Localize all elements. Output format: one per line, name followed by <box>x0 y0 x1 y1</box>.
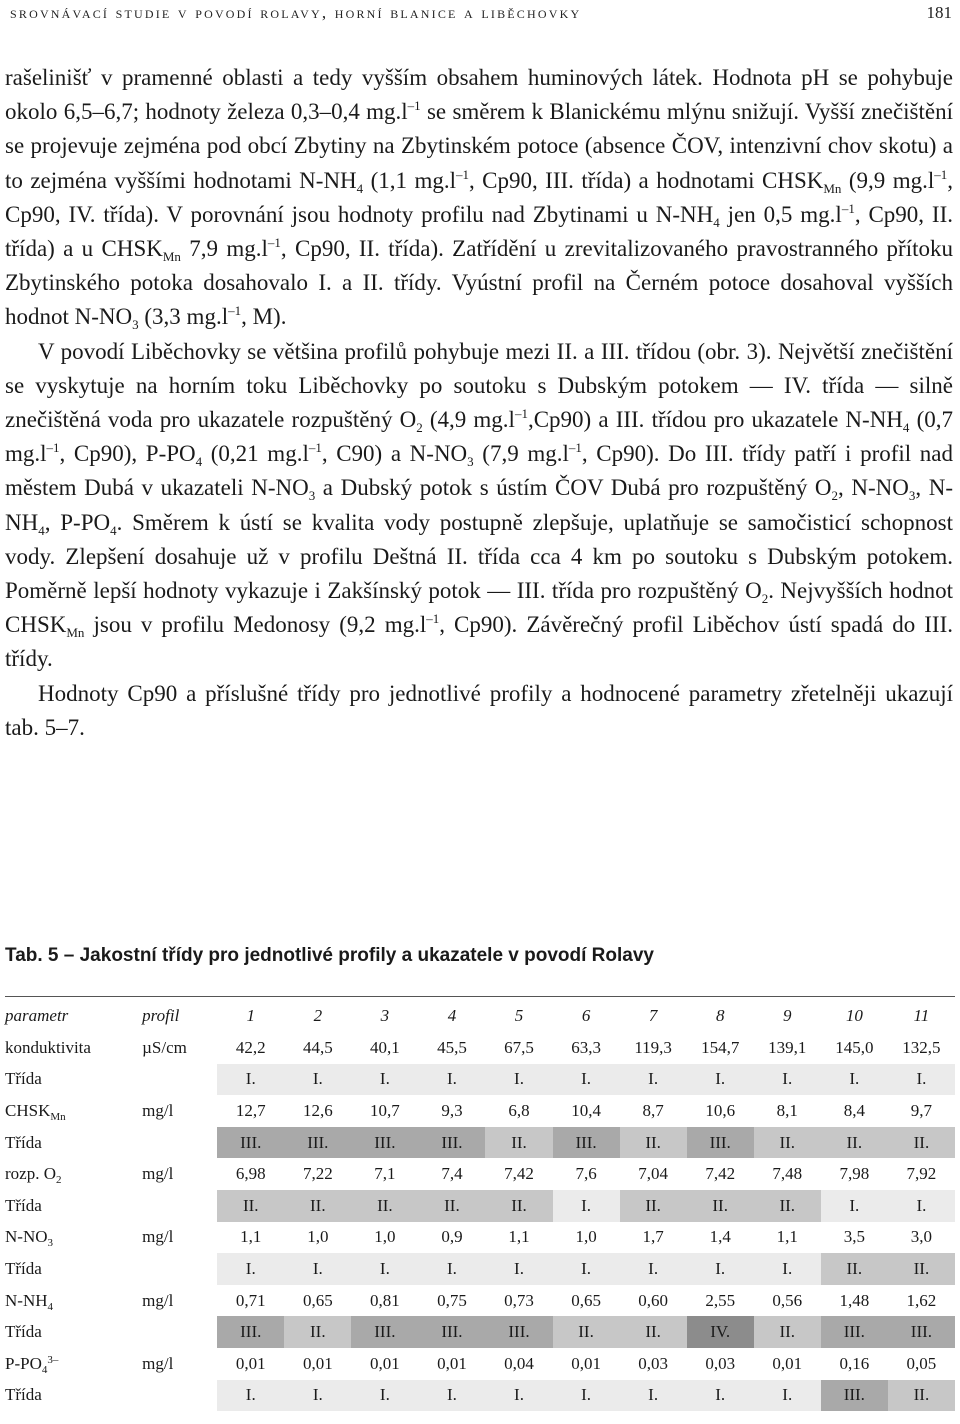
subscript: Mn <box>66 625 85 641</box>
class-cell: I. <box>553 1380 620 1412</box>
class-cell: II. <box>754 1127 821 1159</box>
param-label: N-NO <box>5 1227 48 1247</box>
header-profil: profil <box>142 1005 180 1025</box>
text-run: , Cp90, III. třída) a hodnotami CHSK <box>468 167 824 193</box>
value-cell: 7,98 <box>839 1164 870 1184</box>
class-cell: II. <box>821 1253 888 1285</box>
superscript: –1 <box>267 235 281 251</box>
class-cell: II. <box>217 1190 284 1222</box>
value-cell: 0,03 <box>638 1353 668 1373</box>
text-run: (3,3 mg.l <box>138 304 229 330</box>
subscript: 2 <box>831 488 839 504</box>
value-cell: 1,62 <box>906 1290 937 1310</box>
class-cell: III. <box>821 1316 888 1348</box>
value-cell: 0,01 <box>370 1353 400 1373</box>
value-cell: 0,01 <box>437 1353 467 1373</box>
value-cell: 1,1 <box>508 1227 530 1247</box>
value-cell: 12,6 <box>302 1100 333 1120</box>
value-cell: 67,5 <box>504 1037 534 1057</box>
class-cell: III. <box>553 1127 620 1159</box>
running-header <box>10 3 952 27</box>
param-subscript: Mn <box>50 1110 66 1123</box>
unit: mg/l <box>142 1290 174 1310</box>
table-row <box>5 1348 955 1380</box>
table-caption: Tab. 5 – Jakostní třídy pro jednotlivé profily a ukazatele v povodí Rolavy <box>5 945 654 966</box>
superscript: –1 <box>407 98 421 114</box>
class-cell: I. <box>418 1253 485 1285</box>
value-cell: 42,2 <box>235 1037 266 1057</box>
class-cell: II. <box>888 1380 955 1412</box>
class-cell: II. <box>485 1190 552 1222</box>
text-run: (9,9 mg.l <box>841 167 935 193</box>
value-cell: 0,01 <box>302 1353 333 1373</box>
value-cell: 0,65 <box>302 1290 333 1310</box>
param-name <box>5 1032 142 1064</box>
running-title: srovnávací studie v povodí rolavy, horní blanice a liběchovky <box>10 3 582 22</box>
text-run: 7,9 mg.l <box>180 236 268 262</box>
value-cell: 1,0 <box>575 1227 597 1247</box>
text-run: , N-NH <box>5 475 953 535</box>
header-col: 7 <box>648 1005 658 1025</box>
value-cell: 40,1 <box>370 1037 400 1057</box>
value-cell: 7,22 <box>302 1164 333 1184</box>
class-cell: II. <box>620 1127 687 1159</box>
text-run: , P-PO <box>44 509 111 535</box>
subscript: 4 <box>902 420 910 436</box>
class-cell: III. <box>687 1127 754 1159</box>
class-cell: III. <box>217 1316 284 1348</box>
class-cell: III. <box>217 1127 284 1159</box>
class-row <box>5 1190 955 1222</box>
class-row <box>5 1380 955 1412</box>
value-cell: 8,4 <box>843 1100 865 1120</box>
value-cell: 7,6 <box>575 1164 597 1184</box>
unit: mg/l <box>142 1100 174 1120</box>
superscript: –1 <box>455 166 469 182</box>
value-cell: 7,42 <box>504 1164 534 1184</box>
class-cell: III. <box>284 1127 351 1159</box>
header-parametr: parametr <box>5 1005 69 1025</box>
subscript: 3 <box>467 454 474 470</box>
class-unit-empty <box>142 1127 217 1159</box>
class-row <box>5 1064 955 1096</box>
value-cell: 3,0 <box>910 1227 933 1247</box>
text-run: . Nejvyšších hodnot CHSK <box>5 578 953 638</box>
value-cell: 7,92 <box>906 1164 937 1184</box>
class-cell: II. <box>351 1190 418 1222</box>
param-superscript: 3– <box>47 1353 59 1366</box>
class-cell: I. <box>351 1253 418 1285</box>
subscript: 3 <box>132 317 139 333</box>
text-run: jen 0,5 mg.l <box>719 201 842 227</box>
table-row <box>5 1285 955 1317</box>
value-cell: 0,75 <box>437 1290 467 1310</box>
value-cell: 154,7 <box>701 1037 740 1057</box>
class-cell: I. <box>553 1064 620 1096</box>
header-col: 5 <box>514 1005 524 1025</box>
class-unit-empty <box>142 1253 217 1285</box>
class-row <box>5 1316 955 1348</box>
class-cell: I. <box>284 1380 351 1412</box>
text-run: (4,9 mg.l <box>422 407 515 433</box>
class-cell: I. <box>351 1380 418 1412</box>
class-label: Třída <box>5 1322 42 1342</box>
class-cell: II. <box>620 1190 687 1222</box>
header-col: 10 <box>845 1005 863 1025</box>
value-cell: 10,4 <box>571 1100 601 1120</box>
subscript: 3 <box>308 488 316 504</box>
value-cell: 0,03 <box>705 1353 736 1373</box>
value-cell: 0,73 <box>504 1290 534 1310</box>
value-cell: 45,5 <box>437 1037 467 1057</box>
value-cell: 119,3 <box>634 1037 672 1057</box>
class-row <box>5 1127 955 1159</box>
value-cell: 9,7 <box>910 1100 933 1120</box>
subscript: Mn <box>162 249 181 265</box>
class-cell: I. <box>485 1064 552 1096</box>
superscript: –1 <box>228 303 242 319</box>
value-cell: 0,81 <box>370 1290 400 1310</box>
superscript: –1 <box>308 440 322 456</box>
class-cell: II. <box>553 1316 620 1348</box>
class-cell: I. <box>485 1253 552 1285</box>
subscript: Mn <box>823 180 842 196</box>
class-cell: I. <box>217 1253 284 1285</box>
class-cell: I. <box>687 1380 754 1412</box>
table-row <box>5 1032 955 1064</box>
class-cell: I. <box>821 1064 888 1096</box>
header-col: 3 <box>380 1005 390 1025</box>
superscript: –1 <box>568 440 582 456</box>
param-label: konduktivita <box>5 1037 91 1057</box>
text-run: se směrem k Blanickému mlýnu snižují. Vyšší znečištění se projevuje zejména pod obcí Zbytiny na Zbytinském potoce (absence ČOV, intenzivní chov skotu) a to zejména vyššími hodnotami N-NH <box>5 99 953 193</box>
subscript: 3 <box>908 488 916 504</box>
class-unit-empty <box>142 1064 217 1096</box>
class-cell: III. <box>821 1380 888 1412</box>
value-cell: 2,55 <box>705 1290 736 1310</box>
paragraph-2 <box>5 335 953 677</box>
class-cell: I. <box>418 1064 485 1096</box>
value-cell: 0,01 <box>772 1353 803 1373</box>
subscript: 4 <box>38 522 45 538</box>
param-subscript: 3 <box>47 1237 53 1250</box>
class-cell: I. <box>284 1253 351 1285</box>
text-run: , N-NO <box>838 475 909 501</box>
table-header-row <box>5 999 955 1032</box>
unit: mg/l <box>142 1353 174 1373</box>
subscript: 2 <box>416 420 423 436</box>
text-run: (1,1 mg.l <box>363 167 456 193</box>
superscript: –1 <box>841 200 855 216</box>
value-cell: 8,7 <box>642 1100 664 1120</box>
subscript: 4 <box>713 214 720 230</box>
param-name <box>5 1158 142 1190</box>
class-unit-empty <box>142 1316 217 1348</box>
value-cell: 6,8 <box>508 1100 530 1120</box>
class-cell: I. <box>351 1064 418 1096</box>
value-cell: 7,4 <box>441 1164 463 1184</box>
class-cell: II. <box>687 1190 754 1222</box>
value-cell: 6,98 <box>235 1164 266 1184</box>
value-cell: 44,5 <box>302 1037 333 1057</box>
class-cell: I. <box>754 1064 821 1096</box>
value-cell: 0,9 <box>441 1227 463 1247</box>
value-cell: 145,0 <box>835 1037 874 1057</box>
header-col: 11 <box>913 1005 930 1025</box>
value-cell: 3,5 <box>843 1227 865 1247</box>
text-run: , M). <box>241 304 287 330</box>
value-cell: 10,6 <box>705 1100 736 1120</box>
value-cell: 7,04 <box>638 1164 668 1184</box>
class-unit-empty <box>142 1380 217 1412</box>
class-cell: II. <box>888 1127 955 1159</box>
value-cell: 1,48 <box>839 1290 870 1310</box>
class-label: Třída <box>5 1069 42 1089</box>
text-run: , Cp90, II. třída). Zatřídění u zrevitalizovaného pravostranného přítoku Zbytinského potoka dosahovalo I. a II. třídy. Vyústní profil na Černém potoce dosahoval vyšších hodnot N-NO <box>5 236 954 330</box>
value-cell: 0,65 <box>571 1290 601 1310</box>
class-cell: I. <box>687 1064 754 1096</box>
text-run: V povodí Liběchovky se většina profilů pohybuje mezi II. a III. třídou (obr. 3). Největší znečištění se vyskytuje na horním toku Liběchovky po soutoku s Dubským potokem — IV. třída — silně znečištěná voda pro ukazatele rozpuštěný O <box>5 338 953 433</box>
page-number: 181 <box>926 3 952 22</box>
class-cell: I. <box>217 1380 284 1412</box>
class-cell: I. <box>821 1190 888 1222</box>
class-label: Třída <box>5 1258 42 1278</box>
text-run: . Směrem k ústí se kvalita vody postupně zlepšuje, uplatňuje se samočisticí schopnost vody. Zlepšení dosahuje už v profilu Deštná II. třída cca 4 km po soutoku s Dubským potokem. Poměrně lepší hodnoty vykazuje i Zakšínský potok — III. třída pro rozpuštěný O <box>5 509 953 604</box>
quality-class-table <box>5 999 955 1411</box>
class-cell: I. <box>754 1380 821 1412</box>
value-cell: 63,3 <box>571 1037 601 1057</box>
value-cell: 1,0 <box>307 1227 329 1247</box>
class-cell: II. <box>418 1190 485 1222</box>
class-cell: III. <box>888 1316 955 1348</box>
text-run: , Cp90, IV. třída). V porovnání jsou hodnoty profilu nad Zbytinami u N-NH <box>5 167 953 227</box>
class-cell: II. <box>620 1316 687 1348</box>
value-cell: 10,7 <box>370 1100 400 1120</box>
text-run: , Cp90). Do III. třídy patří i profil nad městem Dubá v ukazateli N-NO <box>5 441 953 501</box>
value-cell: 1,1 <box>776 1227 798 1247</box>
text-run: , Cp90), P-PO <box>59 441 196 467</box>
class-cell: I. <box>754 1253 821 1285</box>
class-cell: II. <box>821 1127 888 1159</box>
text-run: , C90) a N-NO <box>321 441 468 467</box>
table-row <box>5 1222 955 1254</box>
text-run: , Cp90, II. třída) a u CHSK <box>5 201 953 262</box>
class-label: Třída <box>5 1132 42 1152</box>
value-cell: 132,5 <box>902 1037 941 1057</box>
class-cell: I. <box>485 1380 552 1412</box>
class-label: Třída <box>5 1385 42 1405</box>
value-cell: 1,7 <box>642 1227 664 1247</box>
subscript: 2 <box>761 591 769 607</box>
class-cell: III. <box>351 1316 418 1348</box>
table-row <box>5 1095 955 1127</box>
paragraph-3: Hodnoty Cp90 a příslušné třídy pro jednotlivé profily a hodnocené parametry zřetelněji ukazují tab. 5–7. <box>5 680 953 740</box>
param-name <box>5 1348 142 1380</box>
class-cell: I. <box>888 1064 955 1096</box>
header-col: 1 <box>246 1005 255 1025</box>
class-cell: I. <box>284 1064 351 1096</box>
value-cell: 7,48 <box>772 1164 803 1184</box>
unit: mg/l <box>142 1164 174 1184</box>
value-cell: 0,16 <box>839 1353 870 1373</box>
superscript: –1 <box>46 440 60 456</box>
class-cell: III. <box>351 1127 418 1159</box>
class-cell: II. <box>754 1316 821 1348</box>
value-cell: 12,7 <box>235 1100 266 1120</box>
param-label: P-PO <box>5 1353 42 1373</box>
class-cell: II. <box>284 1190 351 1222</box>
param-name <box>5 1285 142 1317</box>
value-cell: 0,05 <box>906 1353 937 1373</box>
class-cell: III. <box>418 1316 485 1348</box>
header-col: 8 <box>715 1005 725 1025</box>
param-subscript: 4 <box>41 1363 48 1376</box>
header-col: 9 <box>783 1005 792 1025</box>
value-cell: 1,1 <box>240 1227 262 1247</box>
subscript: 4 <box>195 454 203 470</box>
class-cell: II. <box>754 1190 821 1222</box>
class-unit-empty <box>142 1190 217 1222</box>
class-cell: I. <box>418 1380 485 1412</box>
text-run: jsou v profilu Medonosy (9,2 mg.l <box>84 612 427 638</box>
subscript: 4 <box>356 180 364 196</box>
class-cell: II. <box>485 1127 552 1159</box>
value-cell: 0,01 <box>571 1353 601 1373</box>
header-col: 2 <box>313 1005 323 1025</box>
text-run: (7,9 mg.l <box>473 441 569 467</box>
value-cell: 1,4 <box>709 1227 731 1247</box>
text-run: a Dubský potok s ústím ČOV Dubá pro rozpuštěný O <box>315 475 832 501</box>
header-col: 4 <box>447 1005 457 1025</box>
param-label: CHSK <box>5 1100 51 1120</box>
class-cell: I. <box>620 1380 687 1412</box>
unit: µS/cm <box>142 1037 187 1057</box>
value-cell: 1,0 <box>374 1227 396 1247</box>
param-subscript: 4 <box>47 1300 53 1313</box>
value-cell: 0,04 <box>504 1353 534 1373</box>
param-name <box>5 1095 142 1127</box>
param-label: N-NH <box>5 1290 48 1310</box>
class-cell: III. <box>418 1127 485 1159</box>
class-cell: I. <box>620 1064 687 1096</box>
text-run: rašelinišť v pramenné oblasti a tedy vyšším obsahem huminových látek. Hodnota pH se pohybuje okolo 6,5–6,7; hodnoty železa 0,3–0,4 mg.l <box>5 65 953 125</box>
text-run: ,Cp90) a III. třídou pro ukazatele N-NH <box>527 407 903 433</box>
subscript: 4 <box>110 522 117 538</box>
param-label: rozp. O <box>5 1164 56 1184</box>
param-name <box>5 1222 142 1254</box>
text-run: (0,21 mg.l <box>202 441 309 467</box>
text-run: , Cp90). Závěrečný profil Liběchov ústí spadá do III. třídy. <box>5 612 953 672</box>
param-subscript: 2 <box>55 1174 62 1187</box>
class-cell: I. <box>217 1064 284 1096</box>
value-cell: 7,1 <box>374 1164 396 1184</box>
superscript: –1 <box>934 166 948 182</box>
class-cell: I. <box>553 1253 620 1285</box>
class-row <box>5 1253 955 1285</box>
body-text <box>5 61 953 745</box>
value-cell: 0,60 <box>638 1290 668 1310</box>
class-cell: IV. <box>687 1316 754 1348</box>
superscript: –1 <box>514 406 528 422</box>
value-cell: 139,1 <box>768 1037 807 1057</box>
class-cell: I. <box>687 1253 754 1285</box>
class-cell: I. <box>888 1190 955 1222</box>
paragraph-1 <box>5 61 953 335</box>
table-top-rule <box>5 996 955 997</box>
class-cell: I. <box>553 1190 620 1222</box>
class-cell: II. <box>888 1253 955 1285</box>
table-row <box>5 1158 955 1190</box>
class-label: Třída <box>5 1195 42 1215</box>
value-cell: 9,3 <box>441 1100 463 1120</box>
header-col: 6 <box>581 1005 591 1025</box>
superscript: –1 <box>426 611 440 627</box>
unit: mg/l <box>142 1227 174 1247</box>
text-run: (0,7 mg.l <box>5 407 953 467</box>
class-cell: II. <box>284 1316 351 1348</box>
class-cell: I. <box>620 1253 687 1285</box>
value-cell: 7,42 <box>705 1164 736 1184</box>
value-cell: 0,56 <box>772 1290 803 1310</box>
value-cell: 0,71 <box>235 1290 266 1310</box>
value-cell: 8,1 <box>776 1100 798 1120</box>
class-cell: III. <box>485 1316 552 1348</box>
value-cell: 0,01 <box>235 1353 266 1373</box>
